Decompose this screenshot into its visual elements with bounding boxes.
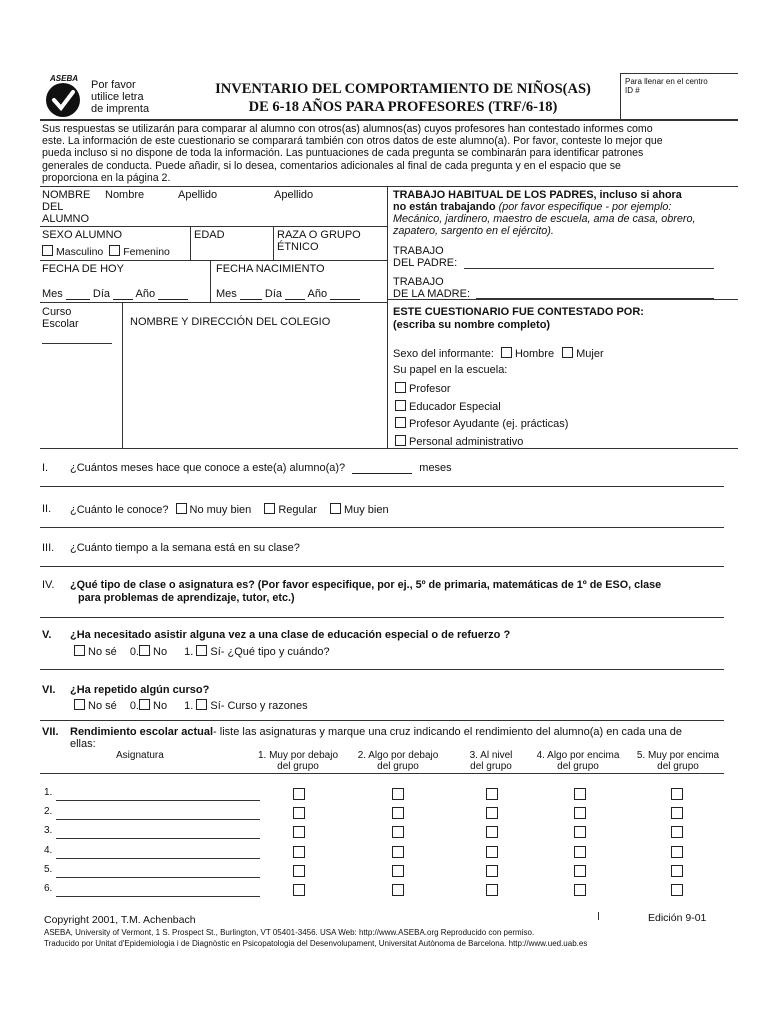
grid-v-fecha bbox=[210, 260, 211, 302]
q5-checkbox[interactable] bbox=[74, 645, 85, 656]
grade-header-5 bbox=[628, 750, 728, 772]
edad-field[interactable]: EDAD bbox=[194, 229, 225, 241]
row-number: 2. bbox=[44, 806, 53, 818]
q5-option: Sí- ¿Qué tipo y cuándo? bbox=[210, 646, 330, 658]
footer-line-3: Traducido por Unitat d'Epidemiologia i de Diagnòstic en Psicopatologia del Desenvolupament, Universitat Autònoma de Barcelona. http://www.ued.uab.es bbox=[44, 939, 588, 948]
q2-option: Regular bbox=[278, 504, 317, 516]
fecha-nac-fields[interactable] bbox=[216, 288, 360, 300]
grade-4-checkbox[interactable] bbox=[574, 846, 586, 858]
trabajo-madre-label bbox=[393, 276, 470, 300]
papel-label: Su papel en la escuela: bbox=[393, 364, 508, 376]
masculino-label: Masculino bbox=[56, 246, 104, 258]
intro-line: generales de conducta. Puede añadir, si lo desea, comentarios adicionales al final de cada pregunta y en el espacio que se bbox=[42, 159, 621, 172]
grid-mid bbox=[387, 186, 388, 448]
header-divider bbox=[40, 119, 738, 121]
grid-row1 bbox=[40, 226, 387, 227]
grade-label: 3. Al nivel bbox=[469, 750, 513, 761]
subject-input[interactable] bbox=[56, 838, 260, 839]
q6-checkbox[interactable] bbox=[139, 699, 150, 710]
title-line-1: INVENTARIO DEL COMPORTAMIENTO DE NIÑOS(AS) bbox=[215, 81, 591, 97]
print-note bbox=[91, 79, 149, 115]
q4-line: ¿Qué tipo de clase o asignatura es? (Por favor especifique, por ej., 5º de primaria, matemáticas de 1º de ESO, clase bbox=[70, 579, 662, 591]
grade-label: 1. Muy por debajo bbox=[257, 750, 339, 761]
intro-line: Sus respuestas se utilizarán para comparar al alumno con otros(as) alumnos(as) cuyos profesores han contestado informes como bbox=[42, 123, 653, 135]
raza-field[interactable] bbox=[277, 229, 361, 253]
q5-number: V. bbox=[42, 629, 52, 641]
ano-label: Año bbox=[307, 288, 328, 300]
role-label: Educador Especial bbox=[409, 400, 501, 413]
femenino-label: Femenino bbox=[123, 246, 170, 258]
grade-label: del grupo bbox=[657, 761, 699, 772]
grade-3-checkbox[interactable] bbox=[486, 884, 498, 896]
grid-v-raza bbox=[273, 226, 274, 260]
grade-5-checkbox[interactable] bbox=[671, 807, 683, 819]
grade-header-divider bbox=[40, 773, 724, 774]
grade-label: del grupo bbox=[557, 761, 599, 772]
hombre-label: Hombre bbox=[514, 348, 555, 360]
ano-label: Año bbox=[135, 288, 156, 300]
q6-divider bbox=[40, 720, 724, 721]
trabajo-bold: no están trabajando bbox=[393, 201, 496, 213]
grade-1-checkbox[interactable] bbox=[293, 788, 305, 800]
q5-text: ¿Ha necesitado asistir alguna vez a una clase de educación especial o de refuerzo ? bbox=[70, 629, 511, 641]
role-item[interactable] bbox=[395, 381, 568, 399]
q4-text bbox=[70, 579, 661, 605]
hombre-checkbox[interactable] bbox=[501, 347, 512, 358]
grade-2-checkbox[interactable] bbox=[392, 807, 404, 819]
q6-checkbox[interactable] bbox=[196, 699, 207, 710]
fecha-hoy-label: FECHA DE HOY bbox=[42, 263, 124, 275]
curso-input-line[interactable] bbox=[42, 343, 112, 344]
trabajo-padre-input[interactable] bbox=[464, 268, 714, 269]
row-number: 1. bbox=[44, 787, 53, 798]
print-note-line: utilice letra bbox=[91, 91, 144, 103]
grid-row2 bbox=[40, 260, 387, 261]
q5-options bbox=[74, 645, 330, 658]
label-line: DEL bbox=[42, 201, 64, 213]
masculino-checkbox[interactable] bbox=[42, 245, 53, 256]
q2-option: No muy bien bbox=[189, 504, 252, 516]
curso-label bbox=[42, 306, 79, 330]
logo-text: ASEBA bbox=[50, 74, 79, 83]
q5-code: 0. bbox=[129, 646, 139, 658]
role-checkbox[interactable] bbox=[395, 400, 406, 411]
trabajo-example: Mecánico, jardinero, maestro de escuela, ama de casa, obrero, bbox=[393, 213, 696, 225]
grid-bottom bbox=[40, 448, 738, 449]
id-label: ID # bbox=[625, 86, 640, 95]
q5-option: No bbox=[153, 646, 168, 658]
copyright: Copyright 2001, T.M. Achenbach bbox=[44, 914, 196, 926]
row-number: 6. bbox=[44, 883, 53, 894]
label-line: DE LA MADRE: bbox=[393, 288, 471, 300]
grade-4-checkbox[interactable] bbox=[574, 865, 586, 877]
q5-checkbox[interactable] bbox=[196, 645, 207, 656]
dia-input[interactable] bbox=[113, 299, 133, 300]
last-name-1-field[interactable]: Apellido bbox=[178, 189, 218, 201]
q1-number: I. bbox=[42, 462, 49, 474]
print-note-line: de imprenta bbox=[91, 103, 150, 115]
q6-code: 0. bbox=[129, 700, 139, 712]
trabajo-padre-label bbox=[393, 245, 457, 269]
grade-5-checkbox[interactable] bbox=[671, 865, 683, 877]
q6-options bbox=[74, 699, 308, 712]
label-line: ALUMNO bbox=[42, 213, 90, 225]
mujer-checkbox[interactable] bbox=[562, 347, 573, 358]
row-number: 3. bbox=[44, 825, 53, 837]
role-label: Personal administrativo bbox=[409, 435, 524, 448]
sexo-informante-label: Sexo del informante: bbox=[393, 348, 494, 360]
q3-divider bbox=[40, 566, 724, 567]
mes-input[interactable] bbox=[66, 299, 90, 300]
checkmark-icon bbox=[46, 83, 80, 117]
grid-v-edad bbox=[190, 226, 191, 260]
curso-line: Curso bbox=[42, 306, 72, 318]
subject-input[interactable] bbox=[56, 896, 260, 897]
grade-2-checkbox[interactable] bbox=[392, 788, 404, 800]
q5-checkbox[interactable] bbox=[139, 645, 150, 656]
grade-4-checkbox[interactable] bbox=[574, 807, 586, 819]
nombre-label bbox=[42, 189, 90, 225]
q1-divider bbox=[40, 486, 724, 487]
q2-text bbox=[70, 503, 389, 516]
q2-checkbox[interactable] bbox=[330, 503, 341, 514]
intro-line: este. La información de este cuestionario se comparará también con otros datos de este alumno(a). Por favor, conteste lo mejor que bbox=[42, 135, 663, 148]
label-line: DEL PADRE: bbox=[393, 257, 458, 269]
q5-divider bbox=[40, 669, 724, 670]
grade-3-checkbox[interactable] bbox=[486, 846, 498, 858]
curso-line: Escolar bbox=[42, 318, 79, 330]
q2-checkbox[interactable] bbox=[264, 503, 275, 514]
subject-input[interactable] bbox=[56, 819, 260, 820]
grade-4-checkbox[interactable] bbox=[574, 788, 586, 800]
q1-unit: meses bbox=[419, 462, 452, 474]
q4-divider bbox=[40, 617, 724, 618]
row-number: 5. bbox=[44, 863, 53, 875]
raza-label: RAZA O GRUPO bbox=[277, 229, 361, 241]
intro-paragraph bbox=[42, 123, 732, 184]
q2-label: ¿Cuánto le conoce? bbox=[70, 504, 169, 516]
q4-line: para problemas de aprendizaje, tutor, etc.) bbox=[78, 592, 295, 604]
grade-1-checkbox[interactable] bbox=[293, 846, 305, 858]
trabajo-example: zapatero, sargento en el ejército). bbox=[393, 225, 554, 237]
q7-line: ellas: bbox=[70, 738, 96, 750]
q2-checkbox[interactable] bbox=[176, 503, 187, 514]
mes-input[interactable] bbox=[240, 299, 262, 300]
q6-option: No bbox=[153, 700, 168, 712]
footer-line-2: ASEBA, University of Vermont, 1 S. Prospect St., Burlington, VT 05401-3456. USA Web: http://www.ASEBA.org Reproducido con permiso. bbox=[44, 928, 535, 937]
row-number: 4. bbox=[44, 844, 53, 856]
margin-mark bbox=[598, 912, 599, 920]
form-title bbox=[188, 80, 618, 116]
q7-bold: Rendimiento escolar actual bbox=[70, 726, 214, 738]
grade-5-checkbox[interactable] bbox=[671, 788, 683, 800]
grade-3-checkbox[interactable] bbox=[486, 788, 498, 800]
subject-input[interactable] bbox=[56, 800, 260, 801]
grade-1-checkbox[interactable] bbox=[293, 884, 305, 896]
role-checkbox[interactable] bbox=[395, 382, 406, 393]
asignatura-header: Asignatura bbox=[116, 750, 164, 761]
femenino-checkbox[interactable] bbox=[109, 245, 120, 256]
sexo-options bbox=[42, 245, 170, 258]
grade-3-checkbox[interactable] bbox=[486, 807, 498, 819]
q6-number: VI. bbox=[42, 684, 56, 696]
last-name-2-field[interactable]: Apellido bbox=[274, 189, 314, 201]
q3-text: ¿Cuánto tiempo a la semana está en su clase? bbox=[70, 542, 300, 554]
print-note-line: Por favor bbox=[91, 79, 136, 91]
label-line: TRABAJO bbox=[393, 276, 444, 288]
grade-3-checkbox[interactable] bbox=[486, 865, 498, 877]
grade-label: 4. Algo por encima bbox=[536, 750, 620, 761]
q6-checkbox[interactable] bbox=[74, 699, 85, 710]
raza-label: ÉTNICO bbox=[277, 241, 319, 253]
grade-2-checkbox[interactable] bbox=[392, 846, 404, 858]
q4-number: IV. bbox=[42, 579, 55, 591]
grid-top bbox=[40, 186, 738, 187]
q6-option: No sé bbox=[88, 700, 117, 712]
center-id-box[interactable] bbox=[620, 73, 738, 119]
grade-2-checkbox[interactable] bbox=[392, 826, 404, 838]
q5-code: 1. bbox=[184, 646, 194, 658]
grade-5-checkbox[interactable] bbox=[671, 826, 683, 838]
q2-divider bbox=[40, 527, 724, 528]
q1-months-input[interactable] bbox=[352, 473, 412, 474]
q1-label: ¿Cuántos meses hace que conoce a este(a) alumno(a)? bbox=[70, 462, 346, 474]
grid-v-curso bbox=[122, 302, 123, 448]
q3-number: III. bbox=[42, 542, 55, 554]
mes-label: Mes bbox=[42, 288, 63, 300]
role-label: Profesor Ayudante (ej. prácticas) bbox=[409, 418, 569, 430]
role-label: Profesor bbox=[409, 383, 451, 395]
q7-rest: - liste las asignaturas y marque una cruz indicando el rendimiento del alumno(a) en cada una de bbox=[213, 726, 683, 738]
role-item[interactable] bbox=[395, 416, 568, 434]
center-box-label: Para llenar en el centro bbox=[625, 77, 708, 86]
role-checkbox[interactable] bbox=[395, 435, 406, 446]
grade-5-checkbox[interactable] bbox=[671, 884, 683, 896]
ano-input[interactable] bbox=[330, 299, 360, 300]
trabajo-italic: (por favor especifique - por ejemplo: bbox=[498, 201, 672, 213]
grade-header-2 bbox=[348, 750, 448, 772]
intro-line: pueda incluso si no dispone de toda la información. Las puntuaciones de cada pregunta se combinarán para identificar patrones bbox=[42, 147, 644, 160]
grade-1-checkbox[interactable] bbox=[293, 826, 305, 838]
label-line: TRABAJO bbox=[393, 245, 444, 257]
grade-label: 5. Muy por encima bbox=[636, 750, 720, 761]
dia-input[interactable] bbox=[285, 299, 305, 300]
ano-input[interactable] bbox=[158, 299, 188, 300]
grade-4-checkbox[interactable] bbox=[574, 826, 586, 838]
edition: Edición 9-01 bbox=[648, 912, 707, 924]
grade-header-3 bbox=[446, 750, 536, 772]
label-line: NOMBRE bbox=[42, 189, 91, 201]
intro-line: proporciona en la página 2. bbox=[42, 171, 171, 184]
contestado-sub: (escriba su nombre completo) bbox=[393, 319, 551, 331]
subject-input[interactable] bbox=[56, 877, 260, 878]
fecha-hoy-fields[interactable] bbox=[42, 288, 188, 300]
grade-1-checkbox[interactable] bbox=[293, 865, 305, 877]
q7-number: VII. bbox=[42, 726, 59, 738]
grade-3-checkbox[interactable] bbox=[486, 826, 498, 838]
grade-label: del grupo bbox=[277, 761, 319, 772]
dia-label: Día bbox=[264, 288, 283, 300]
role-item[interactable] bbox=[395, 399, 568, 417]
grid-row3 bbox=[40, 302, 387, 303]
q6-option: Sí- Curso y razones bbox=[210, 700, 308, 712]
trabajo-madre-input[interactable] bbox=[476, 298, 714, 299]
grade-header-4 bbox=[528, 750, 628, 772]
trabajo-title: TRABAJO HABITUAL DE LOS PADRES, incluso si ahora bbox=[393, 189, 682, 201]
q6-text: ¿Ha repetido algún curso? bbox=[70, 684, 210, 696]
fecha-nac-label: FECHA NACIMIENTO bbox=[216, 263, 325, 275]
dia-label: Día bbox=[92, 288, 111, 300]
mes-label: Mes bbox=[216, 288, 237, 300]
q7-text bbox=[70, 726, 730, 750]
q5-option: No sé bbox=[88, 646, 117, 658]
role-checkbox[interactable] bbox=[395, 417, 406, 428]
grade-2-checkbox[interactable] bbox=[392, 865, 404, 877]
mujer-label: Mujer bbox=[576, 348, 604, 360]
grade-4-checkbox[interactable] bbox=[574, 884, 586, 896]
contestado-title: ESTE CUESTIONARIO FUE CONTESTADO POR: bbox=[393, 306, 644, 318]
title-line-2: DE 6-18 AÑOS PARA PROFESORES (TRF/6-18) bbox=[248, 99, 558, 115]
q6-code: 1. bbox=[184, 700, 194, 712]
q2-number: II. bbox=[42, 503, 52, 515]
grade-1-checkbox[interactable] bbox=[293, 807, 305, 819]
aseba-logo bbox=[44, 74, 86, 120]
grade-header-1 bbox=[248, 750, 348, 772]
first-name-field[interactable]: Nombre bbox=[105, 189, 145, 201]
colegio-label: NOMBRE Y DIRECCIÓN DEL COLEGIO bbox=[130, 316, 331, 328]
trabajo-block bbox=[393, 189, 738, 237]
sexo-label: SEXO ALUMNO bbox=[42, 229, 123, 241]
grade-2-checkbox[interactable] bbox=[392, 884, 404, 896]
grade-5-checkbox[interactable] bbox=[671, 846, 683, 858]
grade-label: 2. Algo por debajo bbox=[357, 750, 439, 761]
role-list bbox=[395, 381, 568, 451]
grade-label: del grupo bbox=[377, 761, 419, 772]
q1-text bbox=[70, 462, 452, 474]
sexo-informante-row bbox=[393, 347, 604, 360]
q2-option: Muy bien bbox=[343, 504, 389, 516]
grade-label: del grupo bbox=[470, 761, 512, 772]
subject-input[interactable] bbox=[56, 858, 260, 859]
